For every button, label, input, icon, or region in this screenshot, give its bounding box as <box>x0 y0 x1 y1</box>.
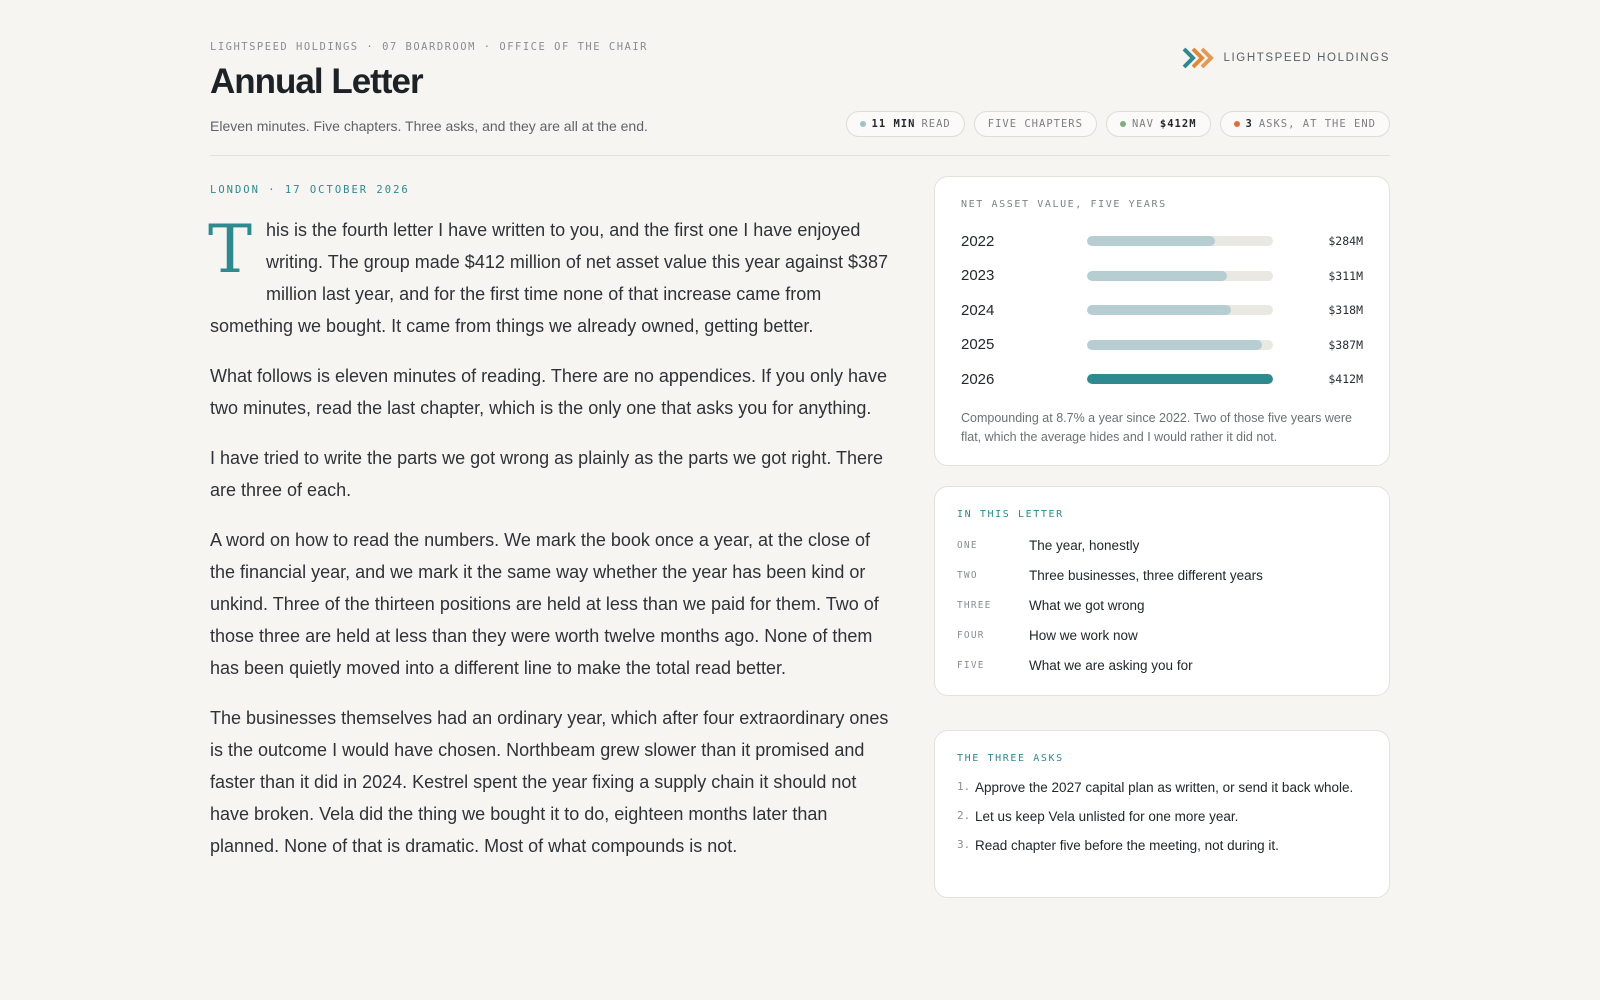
letter-body <box>210 184 892 880</box>
asks-list <box>957 778 1367 856</box>
ask-number: 2. <box>957 809 971 822</box>
meta-pills <box>846 111 1390 137</box>
letter-paragraph: The businesses themselves had an ordinary year, which after four extraordinary ones is the outcome I would have chosen. Northbeam grew slower than it promised and faster than it did in 2024. Kestrel spent the year fixing a supply chain it should not have broken. Vela did the thing we bought it to do, eighteen months later than planned. None of that is dramatic. Most of what compounds is not. <box>210 708 889 856</box>
nav-year-label: 2024 <box>961 301 995 319</box>
ask-text: Approve the 2027 capital plan as written, or send it back whole. <box>975 780 1354 795</box>
nav-bar-row <box>961 259 1363 294</box>
toc-list <box>957 530 1367 680</box>
nav-bar-row <box>961 224 1363 259</box>
nav-bar-chart <box>961 224 1363 397</box>
pill-strong: 3 <box>1245 118 1253 130</box>
toc-number: THREE <box>957 599 992 611</box>
nav-value-label: $412M <box>1328 372 1363 387</box>
letter-paragraph: I have tried to write the parts we got wrong as plainly as the parts we got right. There are three of each. <box>210 448 884 500</box>
pill-text: READ <box>921 118 951 130</box>
pill-text: NAV <box>1131 118 1154 130</box>
toc-label: IN THIS LETTER <box>957 509 1064 520</box>
pill-read-time <box>846 111 965 137</box>
nav-bar-track <box>1087 374 1273 384</box>
three-asks-panel <box>934 730 1390 898</box>
chevrons-logo-icon <box>1181 46 1215 70</box>
toc-title: Three businesses, three different years <box>1029 567 1263 583</box>
ask-number: 1. <box>957 780 971 793</box>
first-paragraph-text: his is the fourth letter I have written to you, and the first one I have enjoyed writing. The group made $412 million of net asset value this year against $387 million last year, and for the first time none of that increase came from something we bought. It came from things we already owned, getting better. <box>210 220 889 336</box>
toc-title: What we are asking you for <box>1029 657 1193 673</box>
pill-strong: 11 MIN <box>871 118 916 130</box>
toc-item-two[interactable] <box>957 560 1367 590</box>
nav-chart-note: Compounding at 8.7% a year since 2022. Two of those five years were flat, which the average hides and I would rather it did not. <box>961 410 1352 444</box>
nav-year-label: 2025 <box>961 336 995 354</box>
nav-year-label: 2026 <box>961 370 995 388</box>
ask-text: Let us keep Vela unlisted for one more year. <box>975 809 1239 824</box>
ask-number: 3. <box>957 838 971 851</box>
nav-bar-track <box>1087 271 1273 281</box>
page-subtitle: Eleven minutes. Five chapters. Three asks, and they are all at the end. <box>210 118 648 134</box>
nav-bar <box>1087 340 1262 350</box>
pill-nav <box>1106 111 1211 137</box>
nav-chart-panel <box>934 176 1390 466</box>
ask-item <box>957 778 1367 798</box>
nav-bar-track <box>1087 305 1273 315</box>
toc-number: FOUR <box>957 629 985 641</box>
nav-bar <box>1087 236 1215 246</box>
nav-bar-row <box>961 362 1363 397</box>
pill-strong: $412M <box>1159 118 1197 130</box>
nav-value-label: $387M <box>1328 337 1363 352</box>
nav-chart-title: NET ASSET VALUE, FIVE YEARS <box>961 199 1167 210</box>
nav-bar <box>1087 271 1227 281</box>
asks-label: THE THREE ASKS <box>957 753 1064 764</box>
toc-title: What we got wrong <box>1029 597 1145 613</box>
nav-year-label: 2022 <box>961 232 995 250</box>
page-title: Annual Letter <box>210 62 423 101</box>
nav-bar-track <box>1087 236 1273 246</box>
ask-item <box>957 807 1367 827</box>
brand-name: LIGHTSPEED HOLDINGS <box>1223 52 1390 64</box>
pill-dot-icon <box>860 121 866 127</box>
nav-bar-row <box>961 293 1363 328</box>
toc-title: The year, honestly <box>1029 537 1140 553</box>
toc-number: TWO <box>957 569 978 581</box>
drop-cap: T <box>208 211 253 288</box>
nav-value-label: $284M <box>1328 234 1363 249</box>
toc-item-one[interactable] <box>957 530 1367 560</box>
nav-bar <box>1087 305 1231 315</box>
nav-year-label: 2023 <box>961 267 995 285</box>
nav-value-label: $318M <box>1328 303 1363 318</box>
pill-dot-icon <box>1120 121 1126 127</box>
pill-text: FIVE CHAPTERS <box>987 118 1083 130</box>
nav-value-label: $311M <box>1328 268 1363 283</box>
nav-bar-row <box>961 328 1363 363</box>
header-divider <box>210 155 1390 156</box>
toc-item-four[interactable] <box>957 620 1367 650</box>
dateline: LONDON · 17 OCTOBER 2026 <box>210 184 410 196</box>
ask-text: Read chapter five before the meeting, not during it. <box>975 838 1279 853</box>
toc-number: ONE <box>957 539 978 551</box>
brand[interactable] <box>1181 46 1390 70</box>
nav-bar-track <box>1087 340 1273 350</box>
table-of-contents <box>934 486 1390 696</box>
toc-item-three[interactable] <box>957 590 1367 620</box>
toc-item-five[interactable] <box>957 650 1367 680</box>
letter-paragraph <box>208 211 892 342</box>
pill-text: ASKS, AT THE END <box>1258 118 1376 130</box>
toc-number: FIVE <box>957 659 985 671</box>
pill-chapters <box>974 111 1097 137</box>
nav-bar <box>1087 374 1273 384</box>
pill-dot-icon <box>1234 121 1240 127</box>
eyebrow: LIGHTSPEED HOLDINGS · 07 BOARDROOM · OFFICE OF THE CHAIR <box>210 41 649 53</box>
letter-paragraph: A word on how to read the numbers. We mark the book once a year, at the close of the financial year, and we mark it the same way whether the year has been kind or unkind. Three of the thirteen positions are held at less than we paid for them. Two of those three are held at less than they were worth twelve months ago. None of them has been quietly moved into a different line to make the total read better. <box>210 530 879 678</box>
letter-paragraph: What follows is eleven minutes of reading. There are no appendices. If you only have two minutes, read the last chapter, which is the only one that asks you for anything. <box>210 366 888 418</box>
toc-title: How we work now <box>1029 627 1138 643</box>
pill-asks <box>1220 111 1390 137</box>
ask-item <box>957 836 1367 856</box>
